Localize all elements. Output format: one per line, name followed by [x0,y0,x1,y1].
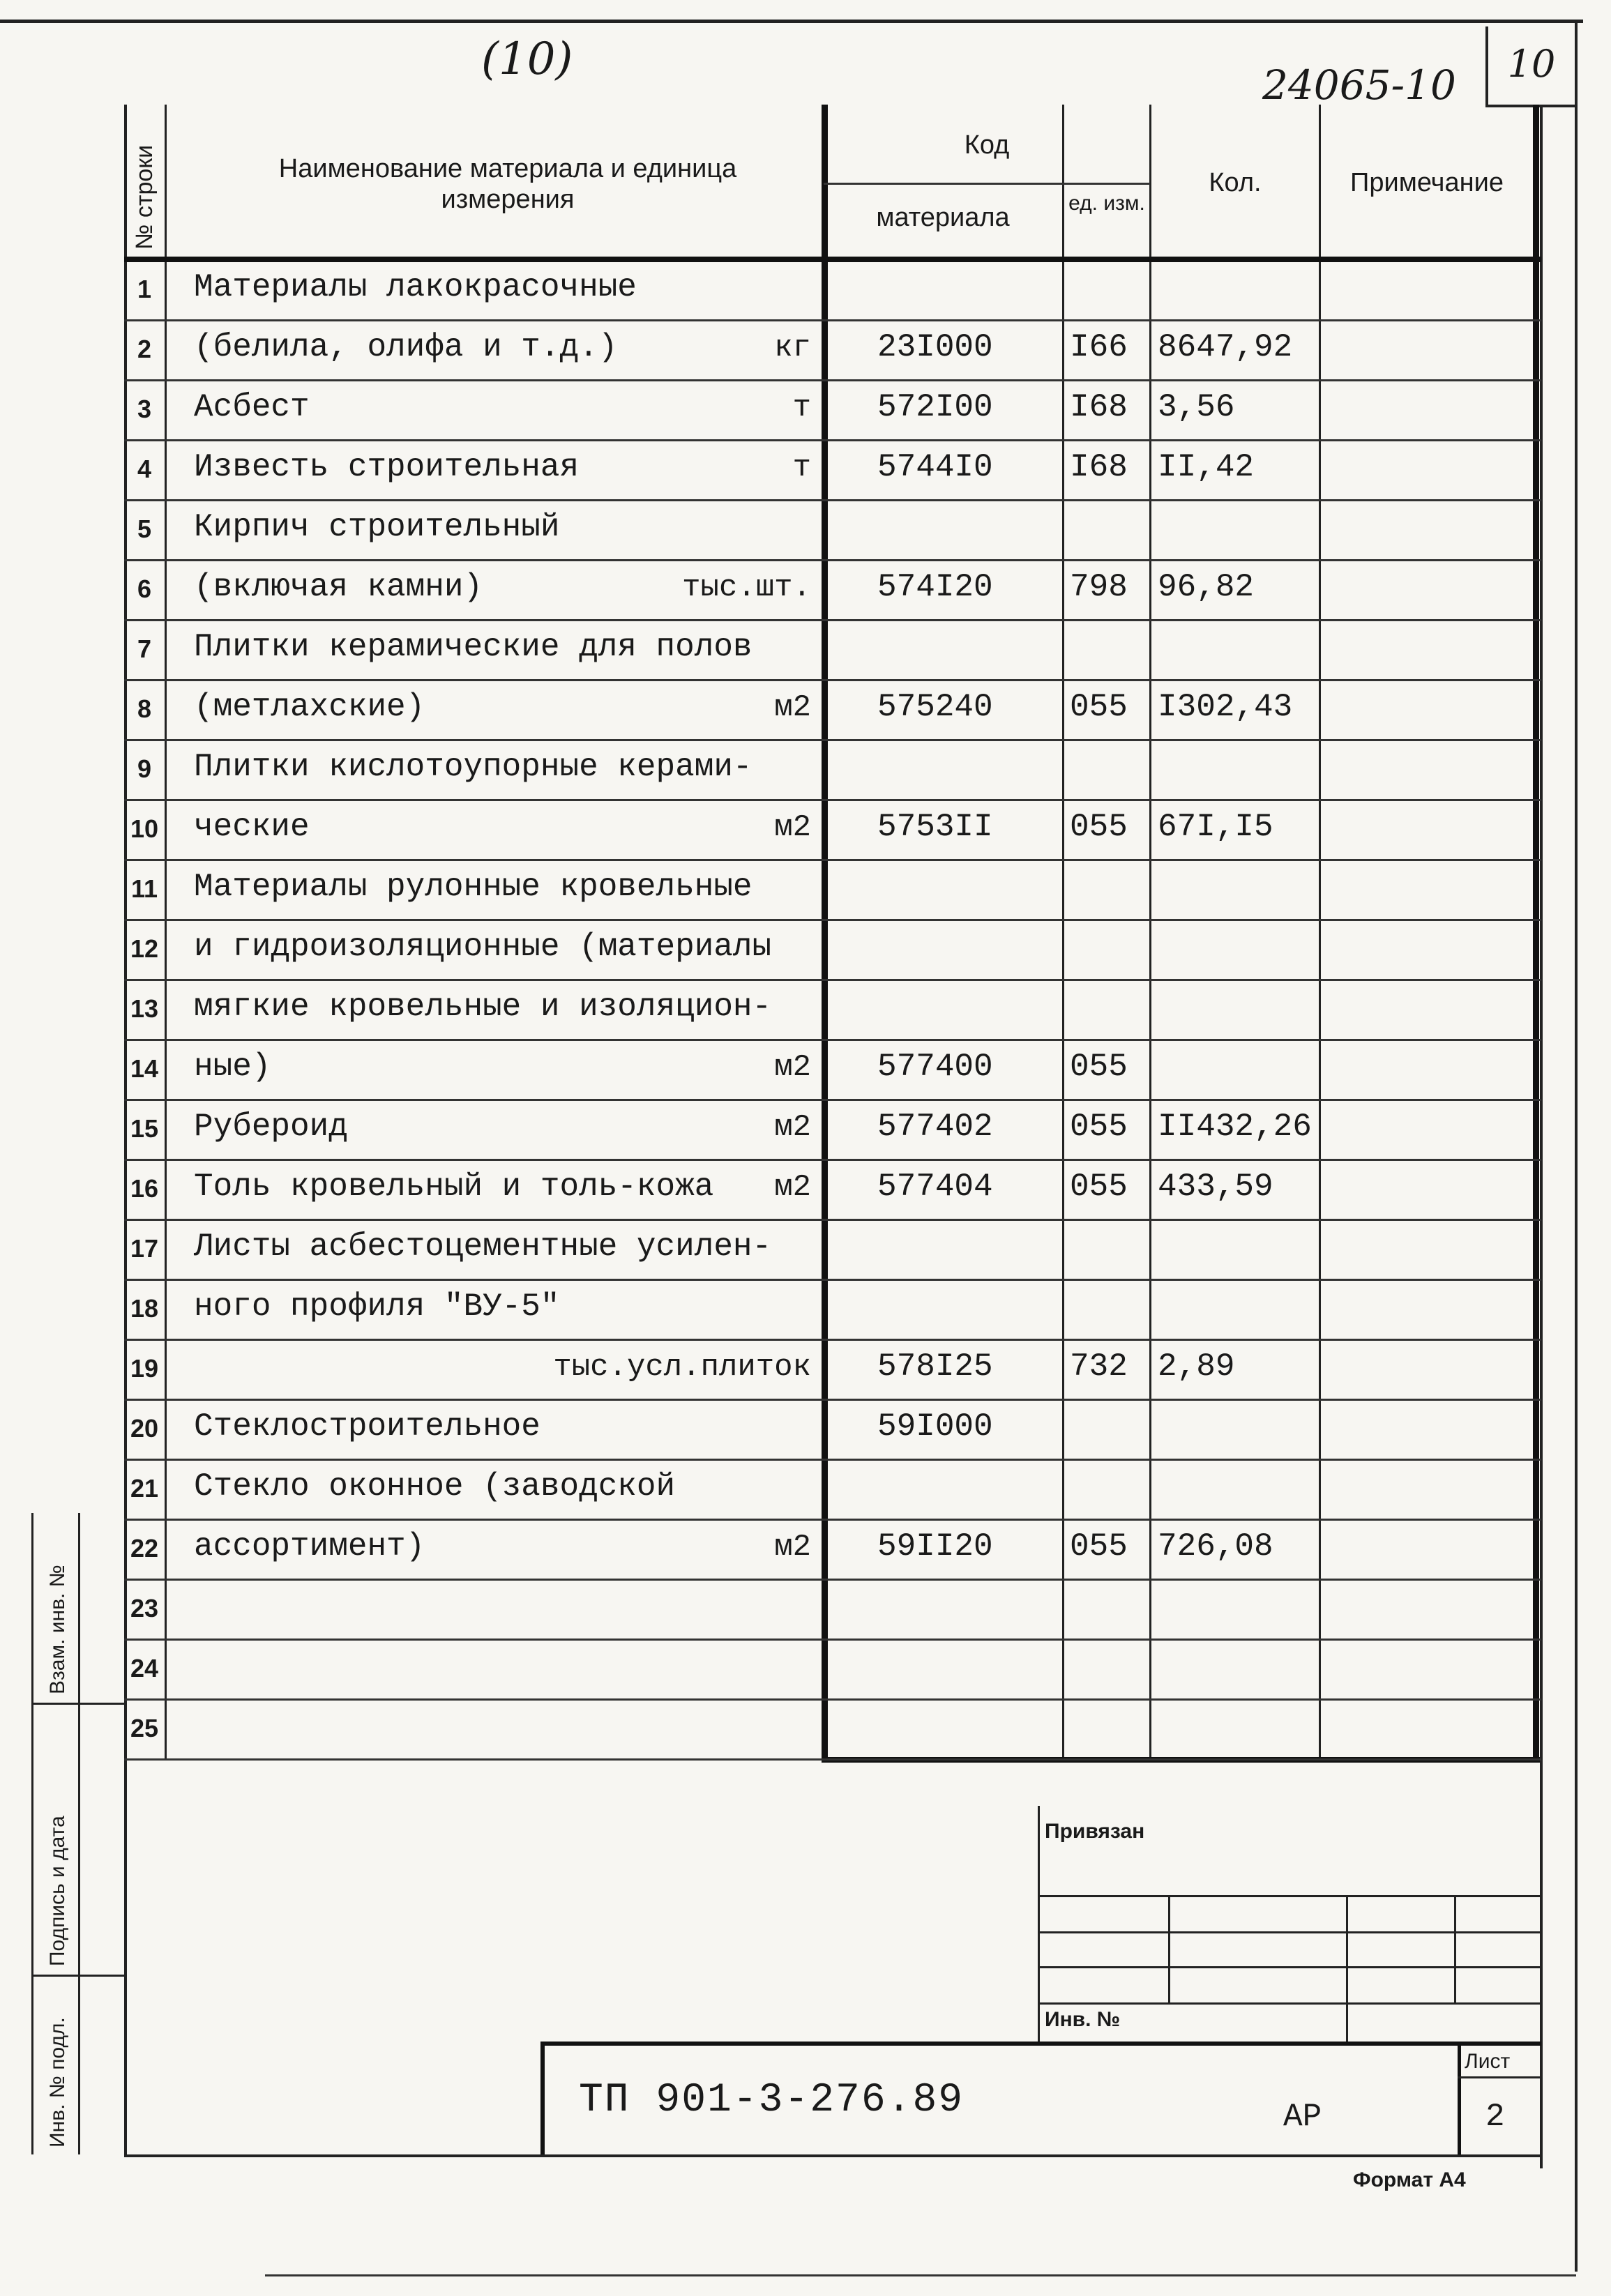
frame-bottom-line [265,2274,1576,2276]
row-separator [124,1399,1541,1401]
col-line [1149,105,1151,1760]
row-name: Материалы рулонные кровельные [194,869,752,905]
row-unit: тыс.шт. [682,570,811,605]
row-unit-code: 055 [1070,1049,1128,1085]
sheet-number-box [1485,26,1578,107]
side-stamp [31,1513,126,2154]
tb-line [1346,1895,1348,2043]
col-line [1319,105,1321,1760]
row-material-code: 577402 [877,1109,993,1145]
row-name: Стеклостроительное [194,1408,540,1445]
inv-no-label: Инв. № [1045,2008,1121,2031]
row-material-code: 577400 [877,1049,993,1085]
row-unit-code: 055 [1070,809,1128,845]
row-material-code: 572I00 [877,389,993,425]
format-label: Формат А4 [1353,2168,1466,2191]
row-separator [124,499,1541,501]
row-unit: м2 [774,1170,811,1205]
row-number: 19 [130,1354,159,1383]
row-unit: м2 [774,690,811,725]
row-number: 20 [130,1414,159,1443]
header-note: Примечание [1350,168,1504,197]
row-quantity: 8647,92 [1158,329,1293,365]
header-bottom-line [124,257,1541,262]
header-material: материала [876,203,1010,232]
row-separator [124,619,1541,621]
row-name: Кирпич строительный [194,509,560,545]
row-unit-code: 055 [1070,689,1128,725]
row-separator [124,1279,1541,1281]
row-name: Листы асбестоцементные усилен- [194,1229,772,1265]
row-separator [124,1579,1541,1581]
row-separator [124,319,1541,321]
row-separator [124,1639,1541,1641]
row-unit: м2 [774,1050,811,1085]
row-separator [124,1698,1541,1701]
tb-line [1038,2002,1541,2005]
frame-right-line [1575,20,1578,2272]
col-line [1062,105,1064,1760]
tb-main-top [540,2042,1541,2046]
row-name: Толь кровельный и толь-кожа [194,1169,714,1205]
tb-line [1168,1895,1170,2002]
row-number: 13 [130,994,159,1023]
row-name: Известь строительная [194,449,580,485]
row-name: Рубероид [194,1109,348,1145]
row-unit-code: I66 [1070,329,1128,365]
row-quantity: I302,43 [1158,689,1293,725]
row-name: (белила, олифа и т.д.) [194,329,618,365]
row-unit-code: 055 [1070,1169,1128,1205]
header-qty: Кол. [1209,168,1262,197]
tb-line [1458,2076,1541,2078]
row-material-code: 5753II [877,809,993,845]
row-separator [124,1758,1541,1761]
side-label-vzam: Взам. инв. № [46,1565,69,1694]
side-stamp-sep [33,1703,126,1705]
archive-number: 24065-10 [1262,61,1456,109]
row-quantity: II,42 [1158,449,1255,485]
row-separator [124,1339,1541,1341]
row-unit: м2 [774,1530,811,1565]
tb-line [1454,1895,1456,2002]
row-separator [124,1519,1541,1521]
row-unit-code: 055 [1070,1109,1128,1145]
side-label-inv-podl: Инв. № подл. [46,2017,69,2147]
tb-line [1038,1895,1541,1897]
row-number: 10 [130,814,159,843]
row-number: 23 [130,1594,159,1622]
row-name: Стекло оконное (заводской [194,1468,676,1505]
row-number: 17 [130,1234,159,1263]
col-line [1533,105,1539,1760]
row-material-code: 574I20 [877,569,993,605]
row-separator [124,1219,1541,1221]
row-separator [124,1159,1541,1161]
row-number: 3 [137,395,152,423]
row-number: 7 [137,634,152,663]
row-name: ческие [194,809,310,845]
row-number: 4 [137,455,152,483]
row-quantity: 2,89 [1158,1348,1235,1385]
frame-inner-bottom [124,2154,1541,2157]
row-separator [124,919,1541,921]
row-quantity: 96,82 [1158,569,1255,605]
row-unit: м2 [774,1110,811,1145]
row-name: ные) [194,1049,271,1085]
row-number: 14 [130,1054,159,1083]
document-code: ТП 901-3-276.89 [579,2078,965,2123]
row-quantity: 433,59 [1158,1169,1273,1205]
row-number: 5 [137,515,152,543]
row-separator [124,379,1541,381]
row-separator [124,439,1541,441]
row-separator [124,979,1541,981]
header-row-no: № строки [131,144,158,250]
tb-line [1038,1966,1541,1968]
tb-line [1038,1806,1040,2043]
side-label-podpis: Подпись и дата [46,1816,69,1966]
row-separator [124,559,1541,561]
header-code: Код [964,130,1010,160]
row-name: Плитки кислотоупорные керами- [194,749,752,785]
row-quantity: 3,56 [1158,389,1235,425]
list-label: Лист [1465,2050,1511,2073]
row-name: Материалы лакокрасочные [194,269,637,305]
row-unit-code: I68 [1070,389,1128,425]
row-quantity: 726,08 [1158,1528,1273,1565]
row-number: 1 [137,275,152,303]
row-name: мягкие кровельные и изоляцион- [194,989,772,1025]
row-name: Плитки керамические для полов [194,629,752,665]
frame-top-line [0,20,1583,23]
row-number: 21 [130,1474,159,1503]
row-number: 2 [137,335,152,363]
tb-line [1038,1931,1541,1933]
side-stamp-sep [33,1975,126,1977]
row-number: 22 [130,1534,159,1563]
row-material-code: 577404 [877,1169,993,1205]
row-name: (метлахские) [194,689,425,725]
row-separator [124,859,1541,861]
col-line [822,105,828,1760]
materials-table [124,105,1541,1760]
row-material-code: 575240 [877,689,993,725]
section-code: АР [1283,2099,1322,2135]
header-sub-line [824,183,1150,185]
header-name: Наименование материала и единица измерения [278,154,737,214]
row-number: 16 [130,1174,159,1203]
row-separator [124,1459,1541,1461]
header-unit-code: ед. изм. [1068,192,1145,215]
row-material-code: 578I25 [877,1348,993,1385]
row-material-code: 5744I0 [877,449,993,485]
list-number: 2 [1485,2099,1505,2135]
row-unit-code: 055 [1070,1528,1128,1565]
page-number-top: (10) [481,33,573,85]
row-quantity: 67I,I5 [1158,809,1273,845]
row-separator [124,1039,1541,1041]
row-unit: м2 [774,810,811,845]
row-unit: т [792,390,811,425]
row-number: 8 [137,694,152,723]
row-unit: тыс.усл.плиток [553,1350,811,1385]
row-name: и гидроизоляционные (материалы [194,929,772,965]
row-separator [124,1099,1541,1101]
row-separator [124,679,1541,681]
row-number: 25 [130,1714,159,1742]
row-name: ассортимент) [194,1528,425,1565]
row-separator [124,739,1541,741]
row-unit-code: 732 [1070,1348,1128,1385]
row-number: 11 [130,874,158,903]
row-separator [124,799,1541,801]
row-name: ного профиля "ВУ-5" [194,1288,560,1325]
row-number: 18 [130,1294,159,1323]
row-material-code: 59I000 [877,1408,993,1445]
row-name: Асбест [194,389,310,425]
privyazan-label: Привязан [1045,1820,1145,1843]
row-number: 15 [130,1114,159,1143]
col-line [165,105,167,1760]
row-unit: кг [774,330,811,365]
row-number: 12 [130,934,159,963]
side-stamp-divider [78,1513,80,2154]
row-unit-code: 798 [1070,569,1128,605]
row-unit-code: I68 [1070,449,1128,485]
row-material-code: 59II20 [877,1528,993,1565]
row-number: 6 [137,575,152,603]
row-name: (включая камни) [194,569,483,605]
row-material-code: 23I000 [877,329,993,365]
row-number: 24 [130,1654,159,1682]
row-unit: т [792,450,811,485]
tb-list-divider [1458,2042,1461,2154]
sheet-number: 10 [1507,42,1556,86]
tb-main-left [540,2042,545,2154]
row-quantity: II432,26 [1158,1109,1312,1145]
row-number: 9 [137,754,152,783]
